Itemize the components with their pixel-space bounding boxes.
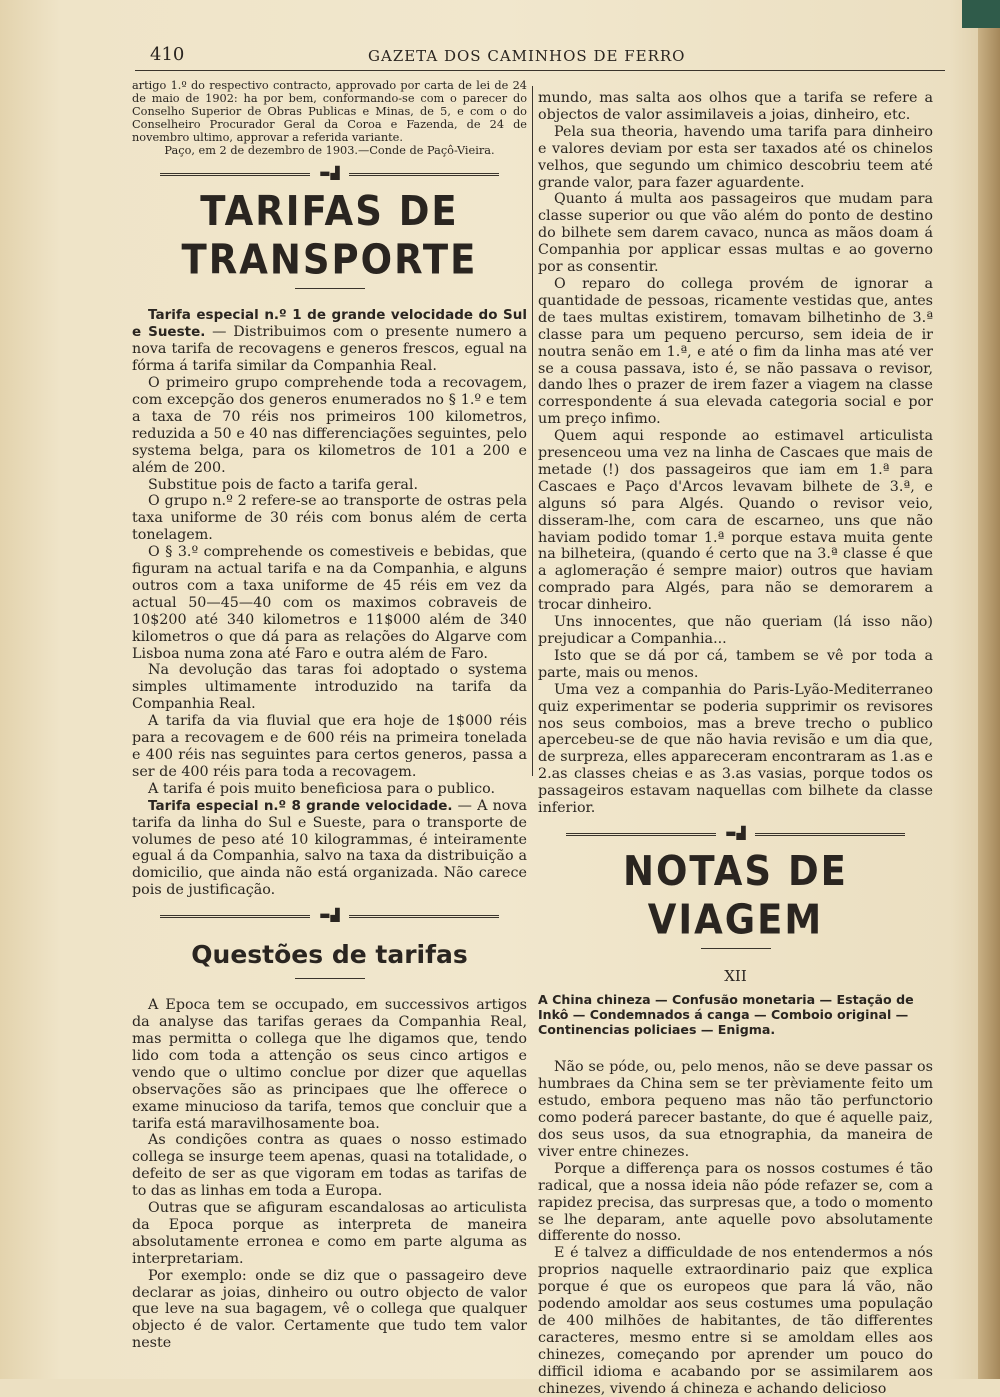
- article-paragraph: E é talvez a difficuldade de nos entendermos a nós proprios naquelle extraordinario paiz que explica porque é que os europeos que para lá vão, não podendo amoldar aos seus costumes uma população de 400 milhões de habitantes, de tão differentes caracteres, mesmo entre si se amoldam elles aos chinezes, começando por aprender um pouco do difficil idioma e acabando por se assimilarem aos chinezes, vivendo á chineza e achando delicioso: [538, 1245, 933, 1397]
- lead-text: — A nova tarifa da linha do Sul e Sueste, para o transporte de volumes de peso até 10 kilogrammas, é inteiramente egual á da Companhia, salvo na taxa da distribuição a domicilio, que ainda não está organizada. Não carece pois de justificação.: [132, 797, 527, 899]
- title-underline: [295, 978, 365, 979]
- article-paragraph: Quanto á multa aos passageiros que mudam para classe superior ou que vão além do ponto de destino do bilhete sem darem cavaco, nunca as mãos doam á Companhia por applicar essas multas e ao governo por as consentir.: [538, 191, 933, 276]
- decree-text: [132, 80, 527, 157]
- article-paragraph: A tarifa da via fluvial que era hoje de 1$000 réis para a recovagem e de 600 réis na primeira tonelada e 400 réis nas seguintes para certos generos, passa a ser de 400 réis para toda a recovagem.: [132, 713, 527, 780]
- article-paragraph: O primeiro grupo comprehende toda a recovagem, com excepção dos generos enumerados no § 1.º e tem a taxa de 70 réis nos primeiros 100 kilometros, reduzida a 50 e 40 nas differenciações seguintes, pelo systema belga, para os kilometros de 101 a 200 e além de 200.: [132, 375, 527, 476]
- section-title-notas: NOTAS DE VIAGEM: [623, 847, 848, 944]
- page-number: 410: [150, 44, 185, 65]
- article-paragraph: Isto que se dá por cá, tambem se vê por toda a parte, mais ou menos.: [538, 647, 933, 681]
- article-paragraph: Pela sua theoria, havendo uma tarifa para dinheiro e valores deviam por esta ser taxados até os chinelos velhos, que segundo um chimico descobriu teem até grande valor, para fazer aguardente.: [538, 123, 933, 191]
- column-rule: [532, 86, 533, 776]
- article-paragraph: O grupo n.º 2 refere-se ao transporte de ostras pela taxa uniforme de 30 réis com bonus além de certa tonelagem.: [132, 493, 527, 544]
- chapter-summary: A China chineza — Confusão monetaria — Estação de Inkô — Condemnados á canga — Comboio original — Continencias policiaes — Enigma.: [538, 991, 914, 1037]
- locomotive-icon: ▬▟: [725, 825, 746, 840]
- left-column: [132, 80, 527, 1352]
- lead-heading: Tarifa especial n.º 8 grande velocidade.: [148, 797, 453, 814]
- title-underline: [295, 288, 365, 289]
- article-paragraph: [132, 307, 527, 375]
- article-paragraph: Na devolução das taras foi adoptado o systema simples ultimamente introduzido na tarifa da Companhia Real.: [132, 662, 527, 713]
- section-ornament: [132, 166, 527, 184]
- title-underline: [701, 948, 771, 949]
- decree-paragraph: artigo 1.º do respectivo contracto, approvado por carta de lei de 24 de maio de 1902: ha por bem, conformando-se com o parecer do Conselho Superior de Obras Publicas e Minas, de 5, e com o do Conselheiro Procurador Geral da Coroa e Fazenda, de 24 de novembro ultimo, approvar a referida variante.: [132, 79, 527, 144]
- article-paragraph: Não se póde, ou, pelo menos, não se deve passar os humbraes da China sem se ter prèviamente feito um estudo, embora pequeno mas não tão perfunctorio como poderá parecer bastante, do que é aquelle paiz, dos seus usos, da sua etnographia, da maneira de viver entre chinezes.: [538, 1059, 933, 1160]
- section-ornament: [538, 826, 933, 844]
- article-paragraph: As condições contra as quaes o nosso estimado collega se insurge teem apenas, quasi na totalidade, o defeito de ser as que vigoram em todas as tarifas de to das as linhas em toda a Europa.: [132, 1132, 527, 1200]
- chapter-number: XII: [724, 966, 747, 985]
- article-paragraph: Quem aqui responde ao estimavel articulista presenceou uma vez na linha de Cascaes que mais de metade (!) dos passageiros que iam em 1.ª para Cascaes e Paço d'Arcos levavam bilhete de 3.ª, e alguns só para Algés. Quando o revisor veio, disseram-lhe, com cara de escarneo, uns que não haviam podido tomar 1.ª porque estava muita gente na bilheteira, (quando é certo que na 3.ª classe é que a aglomeração é sempre maior) outros que haviam comprado para Algés, para não se demorarem a trocar dinheiro.: [538, 428, 933, 614]
- article-paragraph: [132, 798, 527, 899]
- article-paragraph: Porque a differença para os nossos costumes é tão radical, que a nossa ideia não póde refazer se, com a rapidez precisa, das surpresas que, a todo o momento se lhe deparam, ante aquelle povo absolutamente differente do nosso.: [538, 1160, 933, 1245]
- bookmark-tab: [962, 0, 1000, 28]
- section-ornament: [132, 908, 527, 926]
- article-paragraph: O § 3.º comprehende os comestiveis e bebidas, que figuram na actual tarifa e na da Companhia, e alguns outros com a taxa uniforme de 45 réis em vez da actual 50—45—40 com os maximos cobraveis de 10$200 até 340 kilometros e 11$000 além de 340 kilometros o que dá para as relações do Algarve com Lisboa numa zona até Faro e outra além de Faro.: [132, 544, 527, 662]
- article-paragraph: Uns innocentes, que não queriam (lá isso não) prejudicar a Companhia...: [538, 614, 933, 647]
- locomotive-icon: ▬▟: [319, 166, 340, 181]
- article-paragraph: Outras que se afiguram escandalosas ao articulista da Epoca porque as interpreta de maneira absolutamente erronea e como em parte alguma as interpretariam.: [132, 1200, 527, 1267]
- lead-heading: Tarifa especial n.º 1 de grande velocidade do Sul e Sueste.: [132, 307, 527, 341]
- page-edge: [978, 0, 1000, 1379]
- section-title-questoes: Questões de tarifas: [191, 940, 468, 970]
- article-paragraph: A Epoca tem se occupado, em successivos artigos da analyse das tarifas geraes da Companhia Real, mas permitta o collega que lhe digamos que, tendo lido com toda a attenção os seus cinco artigos e vendo que o ultimo conclue por dizer que aquellas observações são as principaes que lhe offerece o exame minucioso da tarifa, temos que concluir que a tarifa está maravilhosamente boa.: [132, 997, 527, 1132]
- article-paragraph: O reparo do collega provém de ignorar a quantidade de pessoas, ricamente vestidas que, antes de taes multas existirem, tomavam bilhetinho de 3.ª classe para um pequeno percurso, sem ideia de ir noutra senão em 1.ª, e até o fim da linha mas até ver se a cousa passava, isto é, se não passava o revisor, dando lhes o prazer de irem fazer a viagem na classe correspondente á sua elevada categoria social e por um preço infimo.: [538, 275, 933, 428]
- header-rule: [135, 70, 945, 71]
- article-paragraph: mundo, mas salta aos olhos que a tarifa se refere a objectos de valor assimilaveis a joias, dinheiro, etc.: [538, 90, 933, 123]
- article-paragraph: Por exemplo: onde se diz que o passageiro deve declarar as joias, dinheiro ou outro objecto de valor que leve na sua bagagem, vê o collega que qualquer objecto é de valor. Certamente que tudo tem valor neste: [132, 1267, 527, 1352]
- running-title: GAZETA DOS CAMINHOS DE FERRO: [368, 47, 686, 65]
- lead-text: — Distribuimos com o presente numero a nova tarifa de recovagens e generos frescos, egual na fórma á tarifa similar da Companhia Real.: [132, 324, 528, 375]
- article-paragraph: Substitue pois de facto a tarifa geral.: [148, 476, 419, 493]
- article-paragraph: Uma vez a companhia do Paris-Lyão-Mediterraneo quiz experimentar se poderia supprimir os revisores nos seus comboios, mas a breve trecho o publico apercebeu-se de que não havia revisão e um dia que, de surpreza, elles appareceram encontraram as 1.as e 2.as classes cheias e as 3.as vasias, porque todos os passageiros estavam naquellas com bilhete da classe inferior.: [538, 681, 933, 817]
- article-paragraph: A tarifa é pois muito beneficiosa para o publico.: [148, 780, 496, 797]
- right-column: [538, 90, 933, 1397]
- section-title-tarifas: TARIFAS DE TRANSPORTE: [181, 188, 478, 284]
- decree-signature: Paço, em 2 de dezembro de 1903.—Conde de Paçô-Vieira.: [164, 143, 495, 157]
- locomotive-icon: ▬▟: [319, 908, 340, 923]
